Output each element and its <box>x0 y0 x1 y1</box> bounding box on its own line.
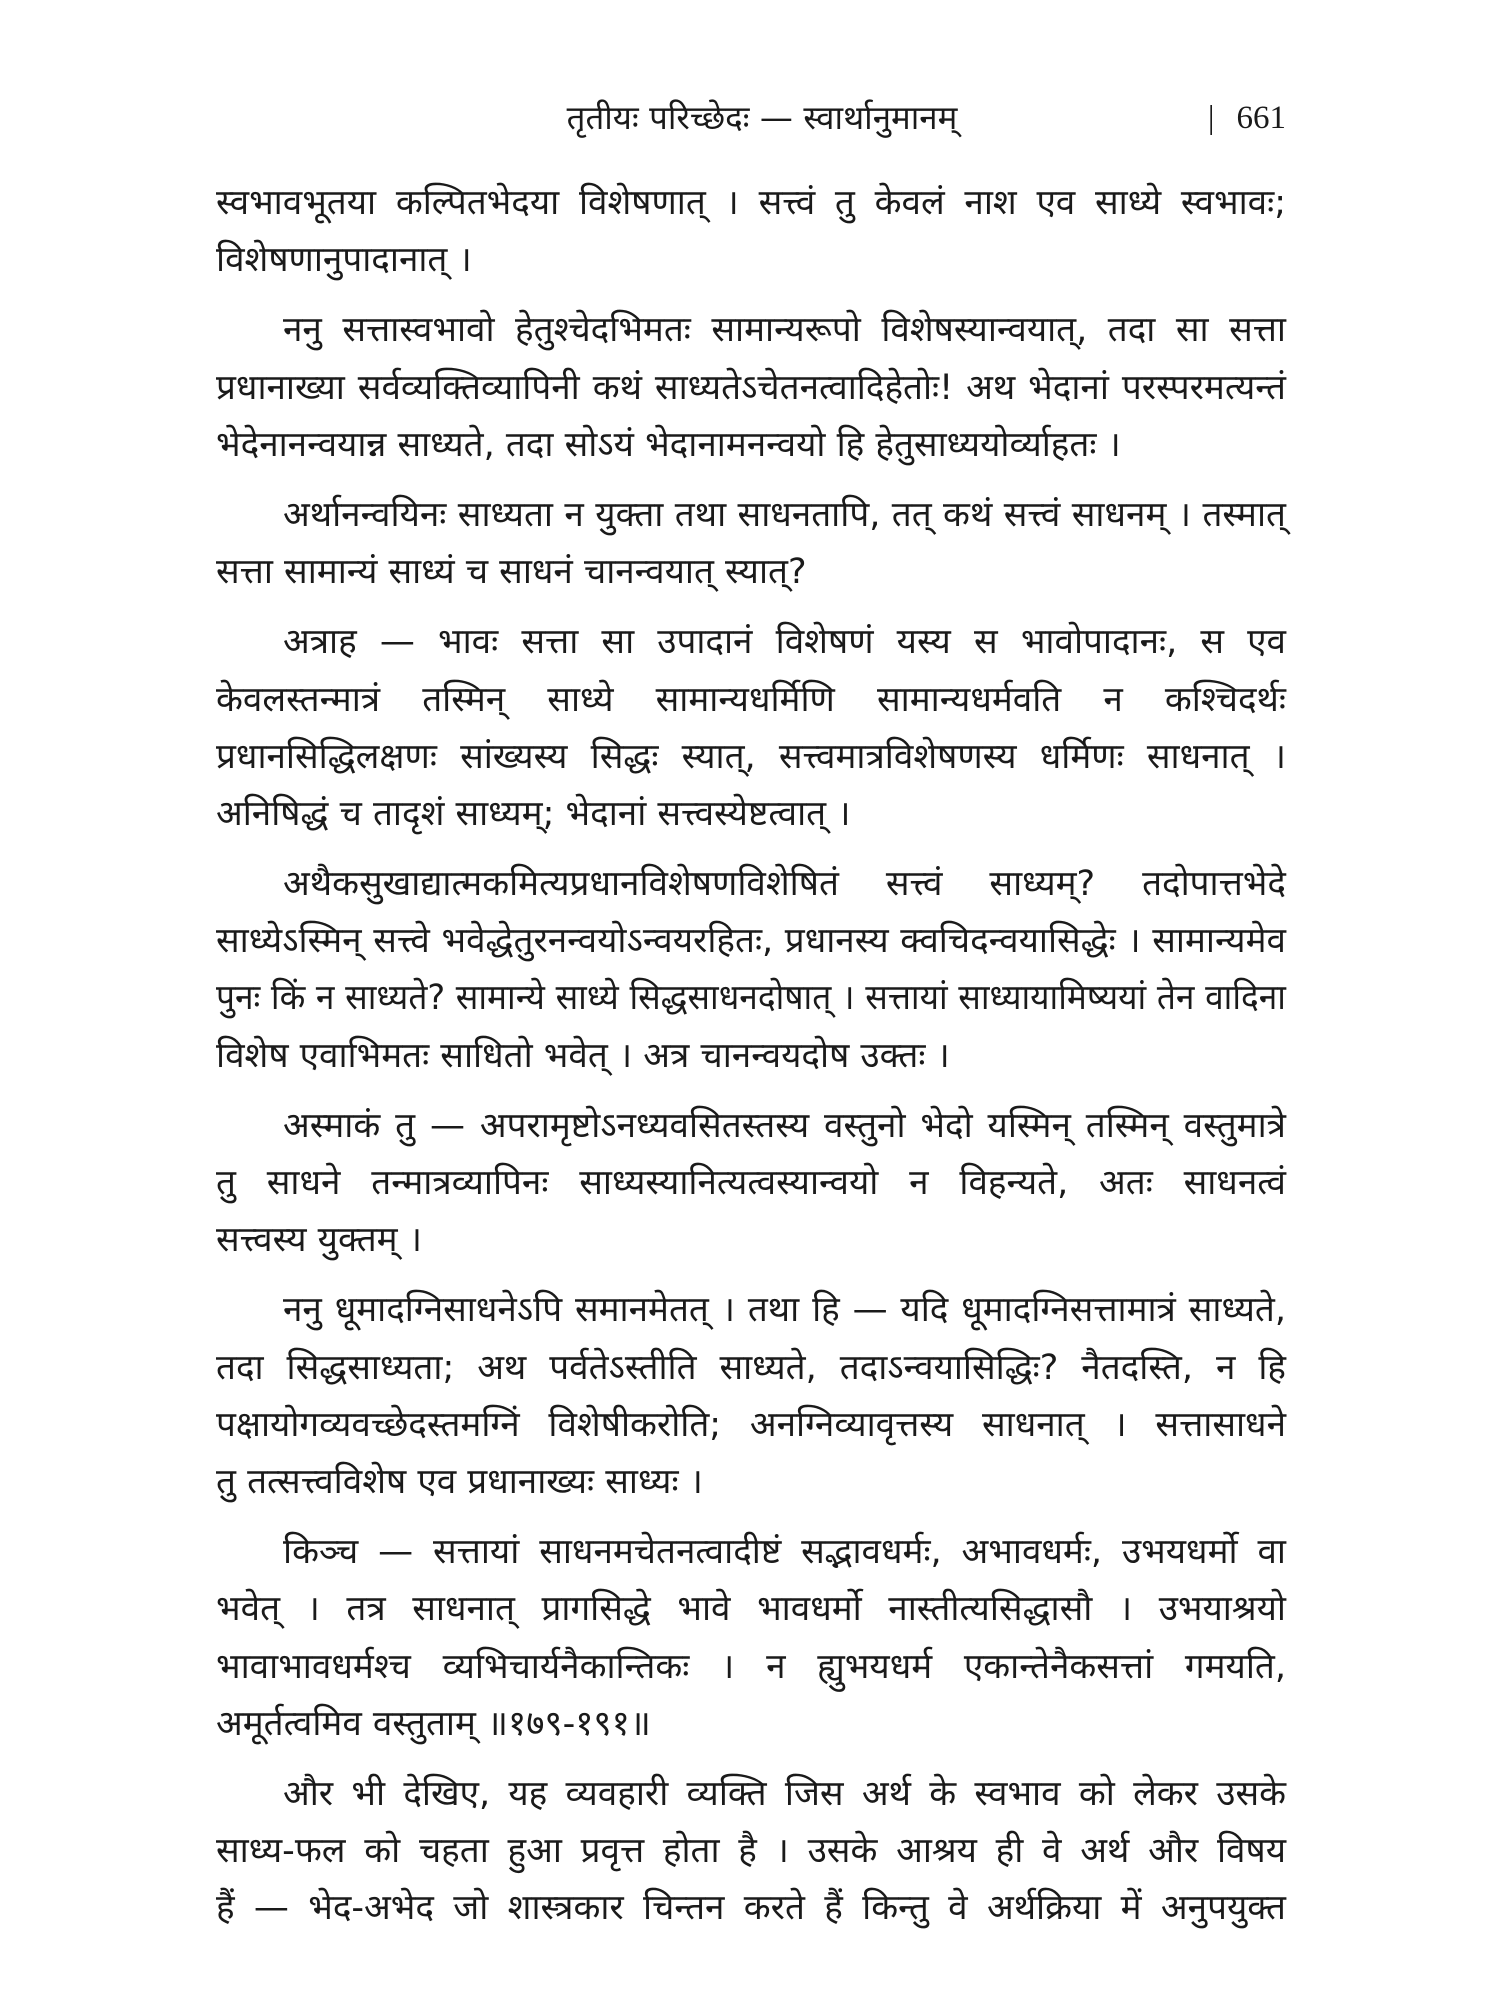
line-text: स्वभावभूतया कल्पितभेदया विशेषणात् । सत्त्वं तु केवलं नाश एव साध्ये स्वभावः; <box>216 183 1286 223</box>
paragraph <box>216 1766 1286 1938</box>
text-line <box>283 302 1286 359</box>
paragraph <box>216 614 1286 843</box>
line-text: भेदेनानन्वयान्न साध्यते, तदा सोऽयं भेदानामनन्वयो हि हेतुसाध्ययोर्व्याहतः । <box>216 424 1121 465</box>
line-text: प्रधानसिद्धिलक्षणः सांख्यस्य सिद्धः स्यात्, सत्त्वमात्रविशेषणस्य धर्मिणः साधनात् । <box>216 736 1286 777</box>
text-line <box>216 1155 1286 1212</box>
line-text: केवलस्तन्मात्रं तस्मिन् साध्ये सामान्यधर्मिणि सामान्यधर्मवति न कश्चिदर्थः <box>216 679 1286 720</box>
line-text: अर्थानन्वयिनः साध्यता न युक्ता तथा साधनतापि, तत् कथं सत्त्वं साधनम् । तस्मात् <box>283 494 1286 535</box>
line-text: ननु धूमादग्निसाधनेऽपि समानमेतत् । तथा हि — यदि धूमादग्निसत्तामात्रं साध्यते, <box>283 1290 1286 1331</box>
paragraph <box>216 302 1286 474</box>
line-text: हैं — भेद-अभेद जो शास्त्रकार चिन्तन करते हैं किन्तु वे अर्थक्रिया में अनुपयुक्त <box>216 1888 1286 1929</box>
line-text: सत्ता सामान्यं साध्यं च साधनं चानन्वयात् स्यात्? <box>216 552 807 593</box>
text-line <box>283 1766 1286 1823</box>
line-text: विशेषणानुपादानात् । <box>216 240 472 281</box>
text-line <box>216 1028 1286 1085</box>
line-text: विशेष एवाभिमतः साधितो भवेत् । अत्र चानन्वयदोष उक्तः । <box>216 1035 950 1076</box>
line-text: अनिषिद्धं च तादृशं साध्यम्; भेदानां सत्त्वस्येष्टत्वात् । <box>216 793 851 834</box>
page-number-rule: | <box>1207 100 1215 136</box>
text-line <box>216 417 1286 474</box>
line-text: साध्येऽस्मिन् सत्त्वे भवेद्धेतुरनन्वयोऽन्वयरहितः, प्रधानस्य क्वचिदन्वयासिद्धेः । सामान्यमेव <box>216 921 1286 962</box>
line-text: पक्षायोगव्यवच्छेदस्तमग्निं विशेषीकरोति; अनग्निव्यावृत्तस्य साधनात् । सत्तासाधने <box>216 1404 1286 1445</box>
text-line <box>216 1696 1286 1753</box>
line-text: अथैकसुखाद्यात्मकमित्यप्रधानविशेषणविशेषितं सत्त्वं साध्यम्? तदोपात्तभेदे <box>283 864 1286 905</box>
text-line <box>216 1639 1286 1696</box>
text-line <box>216 544 1286 601</box>
line-text: भवेत् । तत्र साधनात् प्रागसिद्धे भावे भावधर्मो नास्तीत्यसिद्धासौ । उभयाश्रयो <box>216 1589 1286 1630</box>
text-line <box>216 970 1286 1027</box>
line-text: प्रधानाख्या सर्वव्यक्तिव्यापिनी कथं साध्यतेऽचेतनत्वादिहेतोः! अथ भेदानां परस्परमत्यन्तं <box>216 367 1286 408</box>
text-line <box>283 856 1286 913</box>
line-text: पुनः किं न साध्यते? सामान्ये साध्ये सिद्धसाधनदोषात् । सत्तायां साध्यायामिष्ययां तेन वादिना <box>216 978 1286 1019</box>
running-header <box>0 0 1500 150</box>
text-line <box>216 729 1286 786</box>
text-line <box>216 1340 1286 1397</box>
line-text: सत्त्वस्य युक्तम् । <box>216 1220 423 1261</box>
page-number-block <box>1208 92 1286 144</box>
line-text: ननु सत्तास्वभावो हेतुश्चेदभिमतः सामान्यरूपो विशेषस्यान्वयात्, तदा सा सत्ता <box>283 310 1286 351</box>
text-line <box>216 232 1286 289</box>
line-text: साध्य-फल को चहता हुआ प्रवृत्त होता है । उसके आश्रय ही वे अर्थ और विषय <box>216 1831 1286 1872</box>
text-line <box>216 1880 1286 1937</box>
text-line <box>283 1282 1286 1339</box>
page-number: 661 <box>1236 100 1286 136</box>
paragraph <box>216 1282 1286 1511</box>
line-text: तु साधने तन्मात्रव्यापिनः साध्यस्यानित्यत्वस्यान्वयो न विहन्यते, अतः साधनत्वं <box>216 1163 1286 1203</box>
page-body <box>216 175 1286 1937</box>
line-text: भावाभावधर्मश्च व्यभिचार्यनैकान्तिकः । न ह्युभयधर्म एकान्तेनैकसत्तां गमयति, <box>216 1646 1286 1687</box>
text-line <box>216 1581 1286 1638</box>
chapter-section-title <box>440 92 1084 144</box>
line-text: तदा सिद्धसाध्यता; अथ पर्वतेऽस्तीति साध्यते, तदाऽन्वयासिद्धिः? नैतदस्ति, न हि <box>216 1347 1286 1388</box>
text-line <box>216 786 1286 843</box>
text-line <box>283 1098 1286 1155</box>
paragraph <box>216 487 1286 601</box>
text-line <box>216 672 1286 729</box>
line-text: तु तत्सत्त्वविशेष एव प्रधानाख्यः साध्यः । <box>216 1461 703 1502</box>
line-text: अत्राह — भावः सत्ता सा उपादानं विशेषणं यस्य स भावोपादानः, स एव <box>283 622 1286 663</box>
text-line <box>216 360 1286 417</box>
line-text: अमूर्तत्वमिव वस्तुताम् ॥१७९-१९१॥ <box>216 1703 651 1744</box>
text-line <box>216 1454 1286 1511</box>
line-text: किञ्च — सत्तायां साधनमचेतनत्वादीष्टं सद्भावधर्मः, अभावधर्मः, उभयधर्मो वा <box>283 1532 1286 1573</box>
line-text: और भी देखिए, यह व्यवहारी व्यक्ति जिस अर्थ के स्वभाव को लेकर उसके <box>283 1773 1286 1814</box>
text-line <box>216 913 1286 970</box>
text-line <box>216 1212 1286 1269</box>
text-line <box>216 1397 1286 1454</box>
text-line <box>216 175 1286 232</box>
text-line <box>283 614 1286 671</box>
paragraph <box>216 1524 1286 1753</box>
text-line <box>283 1524 1286 1581</box>
text-line <box>283 487 1286 544</box>
paragraph <box>216 856 1286 1085</box>
chapter-section-title-text: तृतीयः परिच्छेदः — स्वार्थानुमानम् <box>566 98 958 137</box>
paragraph <box>216 1098 1286 1270</box>
line-text: अस्माकं तु — अपरामृष्टोऽनध्यवसितस्तस्य वस्तुनो भेदो यस्मिन् तस्मिन् वस्तुमात्रे <box>283 1105 1286 1146</box>
text-line <box>216 1823 1286 1880</box>
paragraph <box>216 175 1286 289</box>
